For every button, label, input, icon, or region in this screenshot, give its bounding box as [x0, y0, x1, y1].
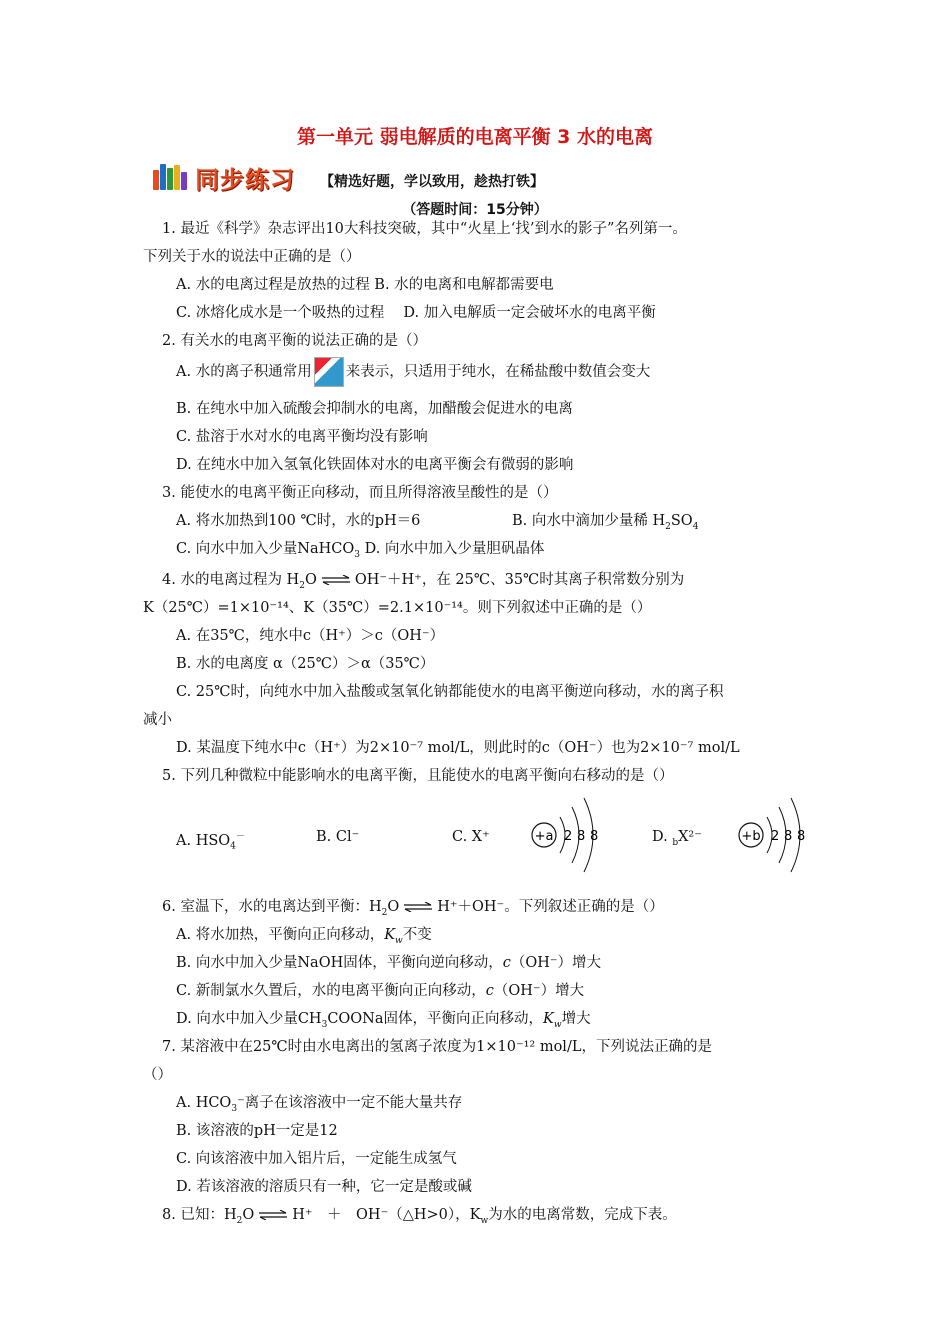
q3-option-c-pre: C. 向水中加入少量NaHCO [176, 541, 355, 557]
q6-option-c-pre: C. 新制氯水久置后，水的电离平衡向正向移动， [176, 983, 486, 999]
shell-electrons: 8 [797, 829, 806, 844]
q5-option-a-pre: A. HSO [176, 832, 231, 849]
q5-option-c: C. X⁺ [452, 829, 490, 845]
q6-stem-post: H⁺＋OH⁻。下列叙述正确的是（） [437, 899, 664, 915]
q7-option-a-post: ⁻离子在该溶液中一定不能大量共存 [237, 1095, 463, 1111]
q4-stem [162, 568, 684, 591]
q2-stem: 2. 有关水的电离平衡的说法正确的是（） [162, 333, 427, 349]
shell-electrons: 2 [771, 829, 780, 844]
q2-option-b: B. 在纯水中加入硫酸会抑制水的电离，加醋酸会促进水的电离 [176, 401, 573, 417]
sub: 2 [236, 1215, 243, 1226]
sub: 4 [230, 841, 236, 852]
q2-option-d: D. 在纯水中加入氢氧化铁固体对水的电离平衡会有微弱的影响 [176, 457, 574, 473]
c-symbol: c [502, 955, 511, 971]
q4-option-c-cont: 减小 [143, 712, 172, 728]
q5-option-b: B. Cl⁻ [316, 829, 360, 845]
q3-stem: 3. 能使水的电离平衡正向移动，而且所得溶液呈酸性的是（） [162, 485, 558, 501]
page-title: 第一单元 弱电解质的电离平衡 3 水的电离 [296, 126, 654, 148]
q1-option-cd: C. 冰熔化成水是一个吸热的过程 D. 加入电解质一定会破坏水的电离平衡 [176, 305, 656, 321]
sub: w [480, 1215, 489, 1226]
sub: 2 [299, 580, 305, 591]
sub: w [395, 935, 403, 946]
q7-option-d: D. 若该溶液的溶质只有一种，它一定是酸或碱 [176, 1179, 472, 1195]
q8-stem [162, 1203, 677, 1226]
sub: w [553, 1019, 562, 1030]
q7-stem-cont: （） [143, 1067, 172, 1083]
sub: 2 [665, 521, 671, 532]
nucleus-label: +b [741, 829, 761, 844]
q2-option-c: C. 盐溶于水对水的电离平衡均没有影响 [176, 429, 428, 445]
q4-stem-mid: O [304, 572, 317, 588]
q5-option-d [652, 829, 702, 848]
q4-stem-post: OH⁻＋H⁺，在 25℃、35℃时其离子积常数分别为 [354, 572, 685, 588]
q6-option-c-post: （OH⁻）增大 [493, 983, 585, 999]
q4-stem-cont: K（25℃）=1×10⁻¹⁴、K（35℃）=2.1×10⁻¹⁴。则下列叙述中正确的是（） [143, 600, 652, 616]
banner-label: 同步练习 [195, 166, 295, 194]
q2-option-a-post: 来表示，只适用于纯水，在稀盐酸中数值会变大 [345, 364, 651, 380]
q7-stem: 7. 某溶液中在25℃时由水电离出的氢离子浓度为1×10⁻¹² mol/L，下列说法正确的是 [162, 1039, 712, 1055]
equilibrium-arrow-icon [321, 575, 351, 585]
q2-option-a [176, 357, 650, 387]
q6-option-d-mid: COONa固体，平衡向正向移动， [327, 1011, 544, 1027]
q3-option-a: A. 将水加热到100 ℃时，水的pH＝6 [176, 513, 421, 529]
q6-option-b [176, 951, 601, 972]
q4-option-a: A. 在35℃，纯水中c（H⁺）＞c（OH⁻） [176, 628, 445, 644]
q5-stem: 5. 下列几种微粒中能影响水的电离平衡，且能使水的电离平衡向右移动的是（） [162, 768, 674, 784]
q3-option-d: D. 向水中加入少量胆矾晶体 [360, 541, 545, 557]
q6-option-a [176, 923, 432, 946]
shell-electrons: 8 [590, 829, 599, 844]
q2-option-a-pre: A. 水的离子积通常用 [176, 364, 312, 380]
shell-electrons: 8 [784, 829, 793, 844]
q4-option-d: D. 某温度下纯水中c（H⁺）为2×10⁻⁷ mol/L，则此时的c（OH⁻）也为2×10⁻⁷ mol/L [176, 740, 740, 756]
shell-electrons: 8 [577, 829, 586, 844]
q3-option-b-mid: SO [670, 513, 693, 529]
atom-structure-diagram-b [735, 795, 825, 875]
nucleus-label: +a [534, 829, 554, 844]
q7-option-b: B. 该溶液的pH一定是12 [176, 1123, 338, 1139]
q3-option-b-pre: B. 向水中滴加少量稀 H [512, 513, 666, 529]
q4-option-c: C. 25℃时，向纯水中加入盐酸或氢氧化钠都能使水的电离平衡逆向移动，水的离子积 [176, 684, 724, 700]
q6-stem-mid: O [387, 899, 400, 915]
q3-option-b [512, 509, 698, 532]
q6-stem [162, 895, 664, 918]
q6-option-d [176, 1007, 591, 1030]
kw-symbol: K [543, 1011, 554, 1027]
q6-option-b-pre: B. 向水中加入少量NaOH固体，平衡向逆向移动， [176, 955, 503, 971]
sub: 3 [231, 1103, 238, 1114]
kw-symbol: K [384, 927, 396, 943]
sub: 3 [321, 1019, 328, 1030]
sub: 3 [354, 549, 360, 560]
sub: 4 [692, 521, 699, 532]
q4-option-b: B. 水的电离度 α（25℃）＞α（35℃） [176, 656, 435, 672]
banner-slogan: 【精选好题，学以致用，趁热打铁】 [320, 174, 544, 190]
q1-option-ab: A. 水的电离过程是放热的过程 B. 水的电离和电解都需要电 [176, 277, 554, 293]
q5-option-d-post: X²⁻ [678, 829, 702, 845]
q8-stem-pre: 8. 已知：H [162, 1207, 237, 1223]
atom-structure-diagram-x [526, 795, 616, 875]
time-note: （答题时间：15分钟） [402, 202, 548, 218]
q6-option-b-post: （OH⁻）增大 [510, 955, 602, 971]
q7-option-c: C. 向该溶液中加入铝片后，一定能生成氢气 [176, 1151, 457, 1167]
q5-option-a [176, 829, 245, 852]
q8-stem-mid: O [242, 1207, 255, 1223]
q6-option-a-pre: A. 将水加热，平衡向正向移动， [176, 927, 385, 943]
equilibrium-arrow-icon [258, 1210, 288, 1220]
shell-electrons: 2 [564, 829, 573, 844]
equilibrium-arrow-icon [403, 902, 433, 912]
sup: － [235, 832, 245, 842]
q7-option-a [176, 1091, 462, 1114]
q6-option-a-post: 不变 [402, 927, 432, 943]
books-icon [153, 164, 191, 190]
q1-stem: 1. 最近《科学》杂志评出10大科技突破，其中“火星上‘找’到水的影子”名列第一。 [162, 221, 687, 237]
q5-option-d-pre: D. [652, 829, 673, 845]
q6-option-d-post: 增大 [561, 1011, 591, 1027]
q8-stem-end: 为水的电离常数，完成下表。 [488, 1207, 677, 1223]
c-symbol: c [485, 983, 494, 999]
q6-option-c [176, 979, 584, 1000]
q8-stem-post: ＋ OH⁻（△H>0），K [327, 1207, 481, 1223]
sub: b [672, 837, 679, 848]
q1-stem-cont: 下列关于水的说法中正确的是（） [143, 249, 361, 265]
q6-stem-pre: 6. 室温下，水的电离达到平衡：H [162, 899, 382, 915]
q8-h-ion: H⁺ [292, 1207, 313, 1223]
q4-stem-pre: 4. 水的电离过程为 H [162, 572, 300, 588]
q6-option-d-pre: D. 向水中加入少量CH [176, 1011, 322, 1027]
q3-option-cd [176, 537, 544, 560]
kw-formula-image [314, 357, 344, 387]
sub: 2 [381, 907, 388, 918]
q7-option-a-pre: A. HCO [176, 1095, 232, 1111]
